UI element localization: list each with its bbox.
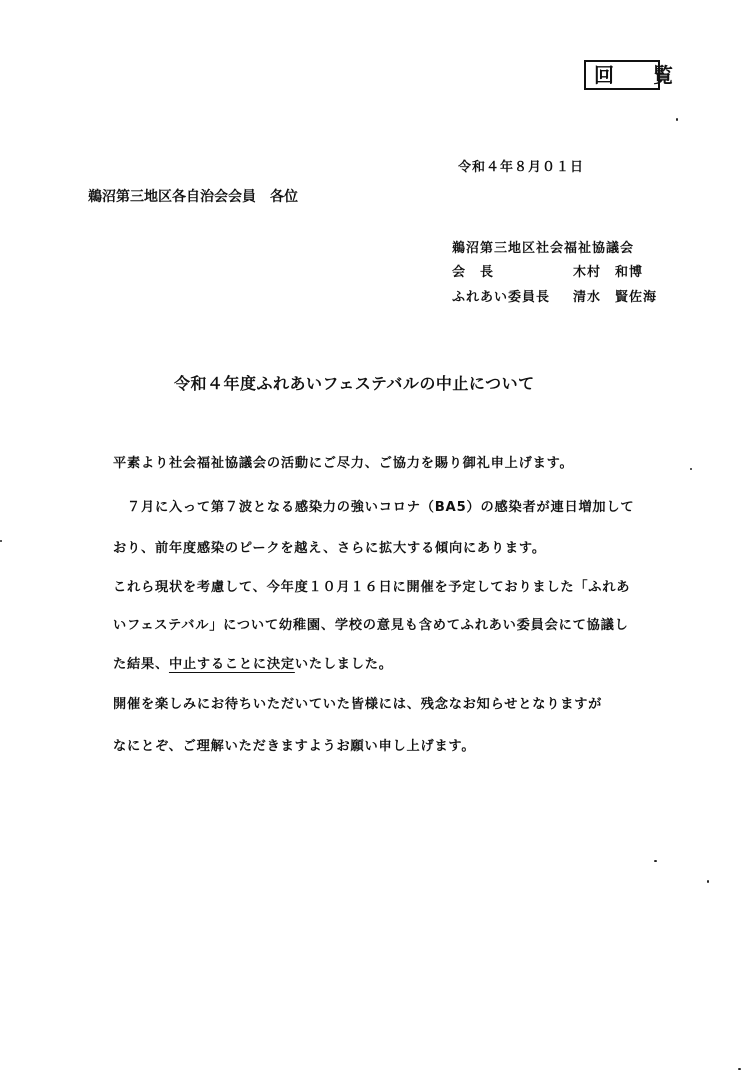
chair-name: 木村 和博 (573, 265, 644, 280)
scan-speck (676, 118, 678, 121)
body-line-8: なにとぞ、ご理解いただきますようお願い申し上げます。 (113, 739, 476, 754)
body-line-6-prefix: た結果、 (113, 657, 169, 672)
body-line-6 (113, 653, 393, 672)
body-line-2: ７月に入って第７波となる感染力の強いコロナ（BA5）の感染者が連日増加して (113, 500, 635, 515)
committee-role: ふれあい委員長 (452, 290, 551, 305)
scan-speck (0, 540, 2, 542)
scan-speck (654, 860, 657, 862)
body-line-7: 開催を楽しみにお待ちいただいていた皆様には、残念なお知らせとなりますが (113, 697, 603, 712)
document-title: 令和４年度ふれあいフェステバルの中止について (174, 374, 535, 393)
body-line-5: いフェステバル」について幼稚園、学校の意見も含めてふれあい委員会にて協議し (113, 618, 629, 633)
cancellation-decision: 中止することに決定 (168, 657, 295, 672)
scan-speck (707, 880, 709, 883)
chair-role: 会 長 (452, 265, 495, 280)
body-line-1: 平素より社会福祉協議会の活動にご尽力、ご協力を賜り御礼申上げます。 (113, 456, 574, 471)
addressee: 鵜沼第三地区各自治会会員 各位 (88, 189, 298, 205)
scan-speck (690, 468, 692, 470)
scan-speck (738, 1068, 741, 1070)
body-line-3: おり、前年度感染のピークを越え、さらに拡大する傾向にあります。 (113, 541, 546, 556)
circulation-stamp: 回 覧 (584, 60, 660, 90)
sender-organization: 鵜沼第三地区社会福祉協議会 (452, 241, 635, 256)
body-line-6-suffix: いたしました。 (294, 657, 393, 672)
body-line-4: これら現状を考慮して、今年度１０月１６日に開催を予定しておりました「ふれあ (113, 580, 631, 595)
document-date: 令和４年８月０１日 (458, 160, 585, 175)
committee-name: 清水 賢佐海 (573, 290, 658, 305)
